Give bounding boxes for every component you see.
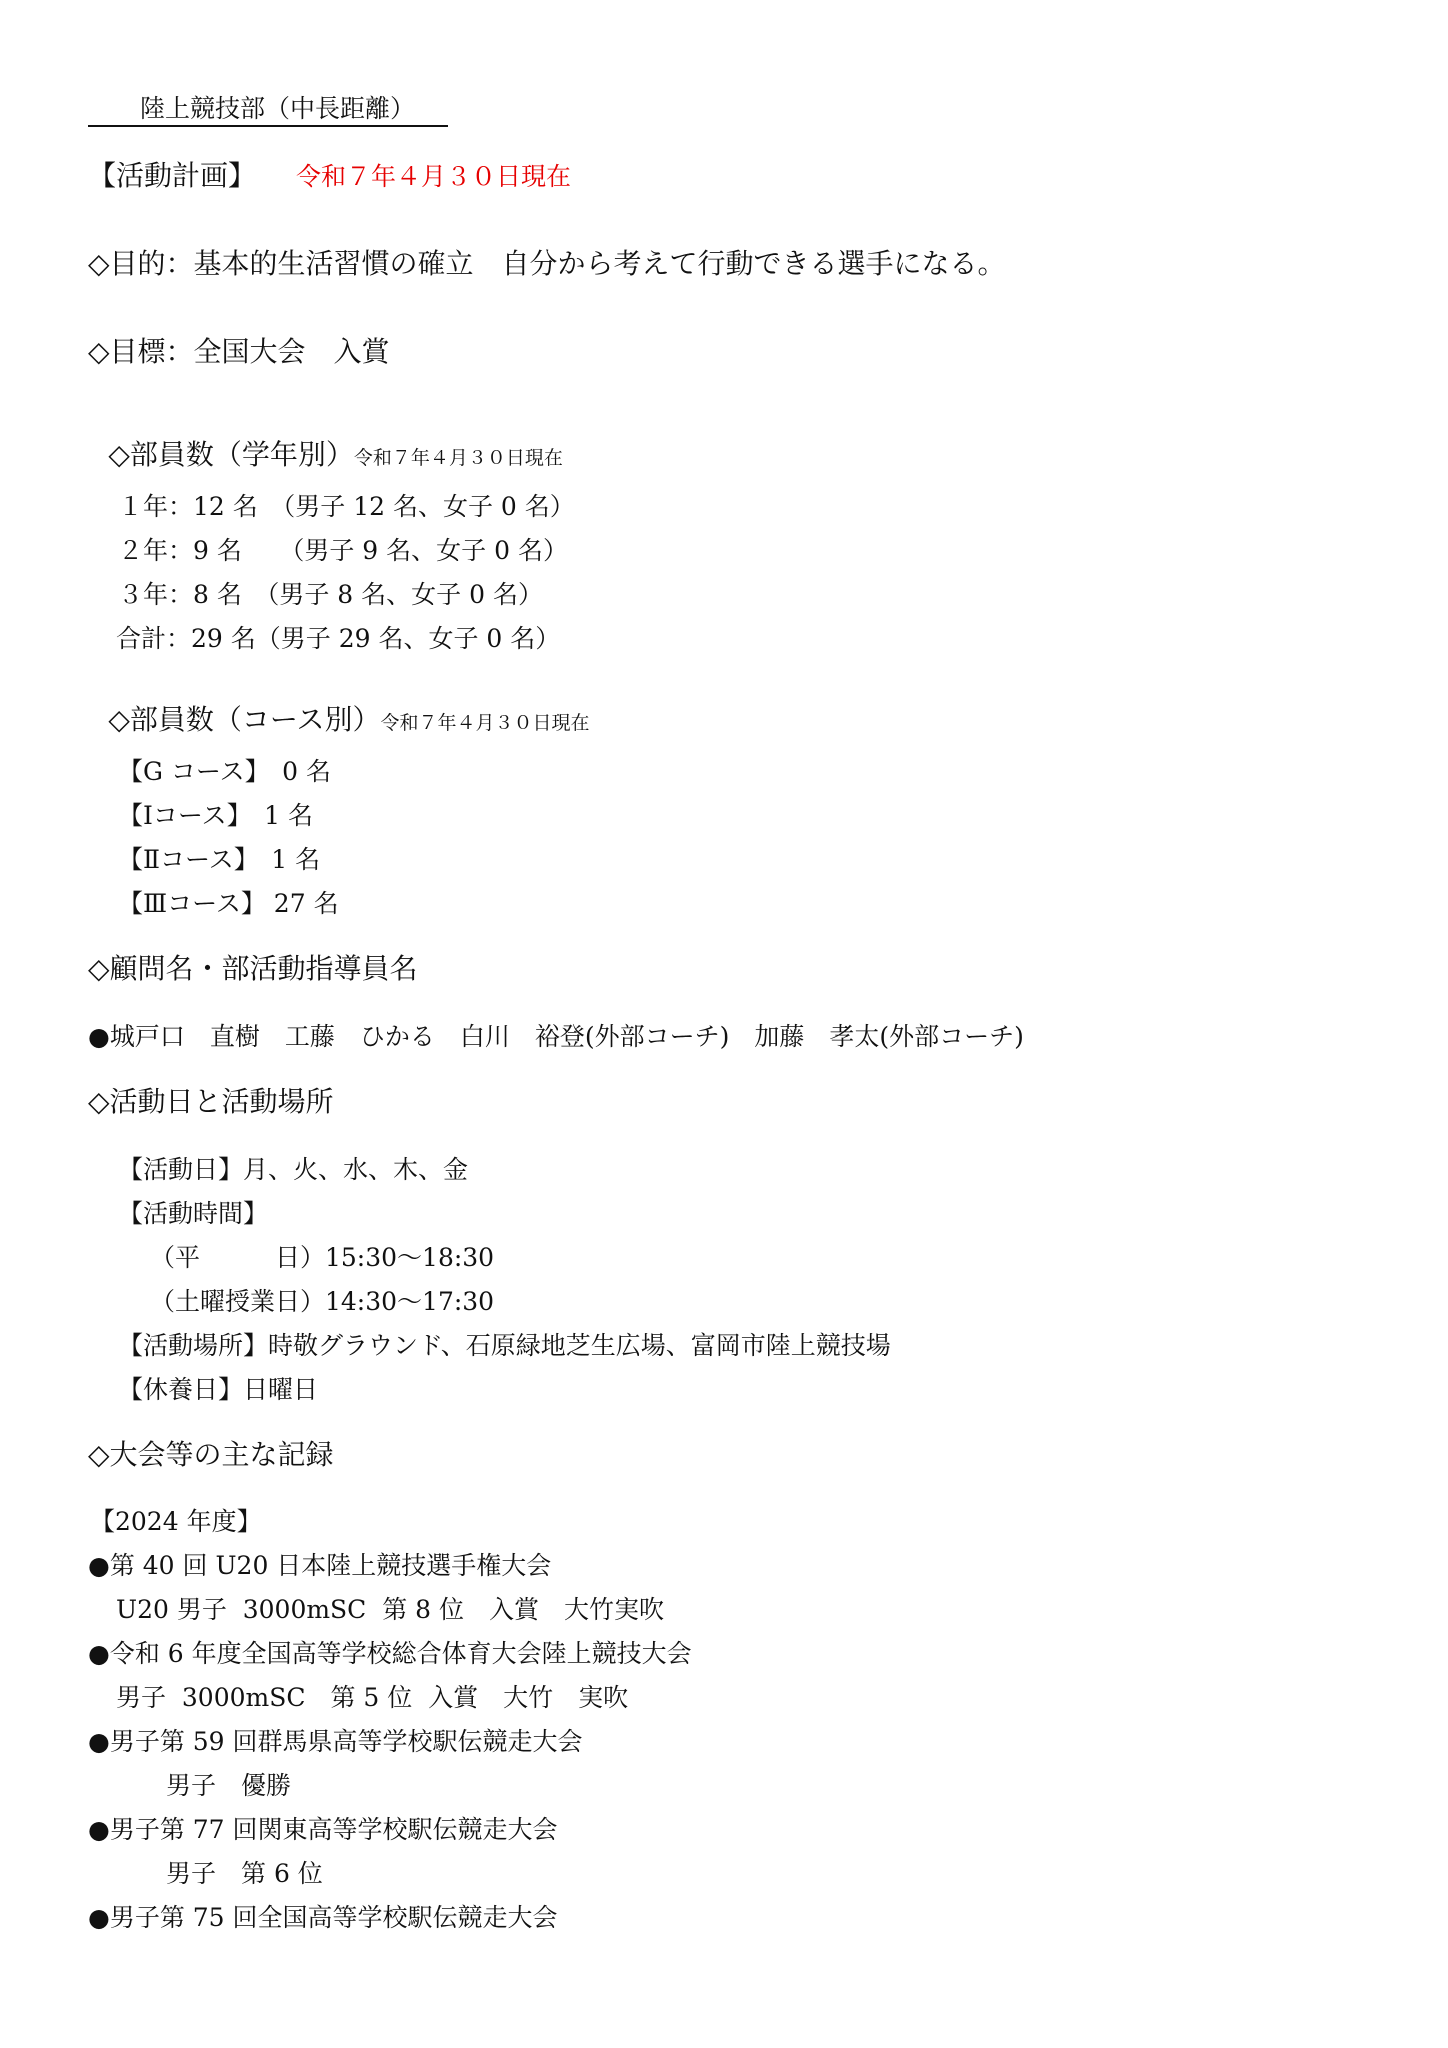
members-grade-heading: ◇部員数（学年別）	[108, 438, 354, 471]
record-result-1: U20 男子 3000mSC 第 8 位 入賞 大竹実吹	[116, 1595, 664, 1624]
advisors-heading: ◇顧問名・部活動指導員名	[88, 952, 418, 985]
activity-place: 【活動場所】時敬グラウンド、石原緑地芝生広場、富岡市陸上競技場	[118, 1331, 891, 1360]
members-course-date: 令和７年４月３０日現在	[380, 712, 590, 734]
grade-row-3: ３年：8 名 （男子 8 名、女子 0 名）	[118, 580, 543, 609]
purpose-line: ◇目的：基本的生活習慣の確立 自分から考えて行動できる選手になる。	[88, 247, 1006, 280]
course-row-g: 【G コース】 0 名	[118, 757, 332, 786]
advisors-names: ●城戸口 直樹 工藤 ひかる 白川 裕登(外部コーチ) 加藤 孝太(外部コーチ)	[88, 1022, 1024, 1051]
record-event-3: ●男子第 59 回群馬県高等学校駅伝競走大会	[88, 1727, 583, 1756]
grade-row-total: 合計：29 名（男子 29 名、女子 0 名）	[116, 624, 561, 653]
title-underline	[88, 125, 448, 127]
plan-label: 【活動計画】	[88, 159, 257, 192]
record-event-2: ●令和 6 年度全国高等学校総合体育大会陸上競技大会	[88, 1639, 692, 1668]
members-course-heading: ◇部員数（コース別）	[108, 703, 381, 736]
grade-row-2: ２年：9 名 （男子 9 名、女子 0 名）	[118, 536, 568, 565]
activity-days: 【活動日】月、火、水、木、金	[118, 1155, 469, 1184]
activity-heading: ◇活動日と活動場所	[88, 1085, 334, 1118]
plan-date: 令和７年４月３０日現在	[296, 162, 572, 191]
activity-holiday: 【休養日】日曜日	[118, 1375, 319, 1404]
record-result-3: 男子 優勝	[166, 1771, 292, 1800]
records-heading: ◇大会等の主な記録	[88, 1438, 334, 1471]
activity-time-label: 【活動時間】	[118, 1199, 269, 1228]
members-course-heading-row	[88, 690, 590, 750]
record-event-5: ●男子第 75 回全国高等学校駅伝競走大会	[88, 1903, 558, 1932]
members-grade-date: 令和７年４月３０日現在	[353, 447, 563, 469]
record-result-4: 男子 第 6 位	[166, 1859, 323, 1888]
goal-line: ◇目標：全国大会 入賞	[88, 335, 390, 368]
activity-time-saturday: （土曜授業日）14:30～17:30	[150, 1287, 495, 1316]
records-year: 【2024 年度】	[90, 1507, 262, 1536]
club-name: 陸上競技部（中長距離）	[140, 94, 416, 123]
record-event-4: ●男子第 77 回関東高等学校駅伝競走大会	[88, 1815, 558, 1844]
grade-row-1: １年：12 名 （男子 12 名、女子 0 名）	[118, 492, 575, 521]
members-grade-heading-row	[88, 425, 563, 485]
activity-time-weekday: （平 日）15:30～18:30	[150, 1243, 495, 1272]
course-row-3: 【Ⅲコース】 27 名	[118, 889, 339, 918]
record-event-1: ●第 40 回 U20 日本陸上競技選手権大会	[88, 1551, 552, 1580]
course-row-2: 【Ⅱコース】 1 名	[118, 845, 321, 874]
record-result-2: 男子 3000mSC 第 5 位 入賞 大竹 実吹	[116, 1683, 629, 1712]
course-row-1: 【Ⅰコース】 1 名	[118, 801, 313, 830]
